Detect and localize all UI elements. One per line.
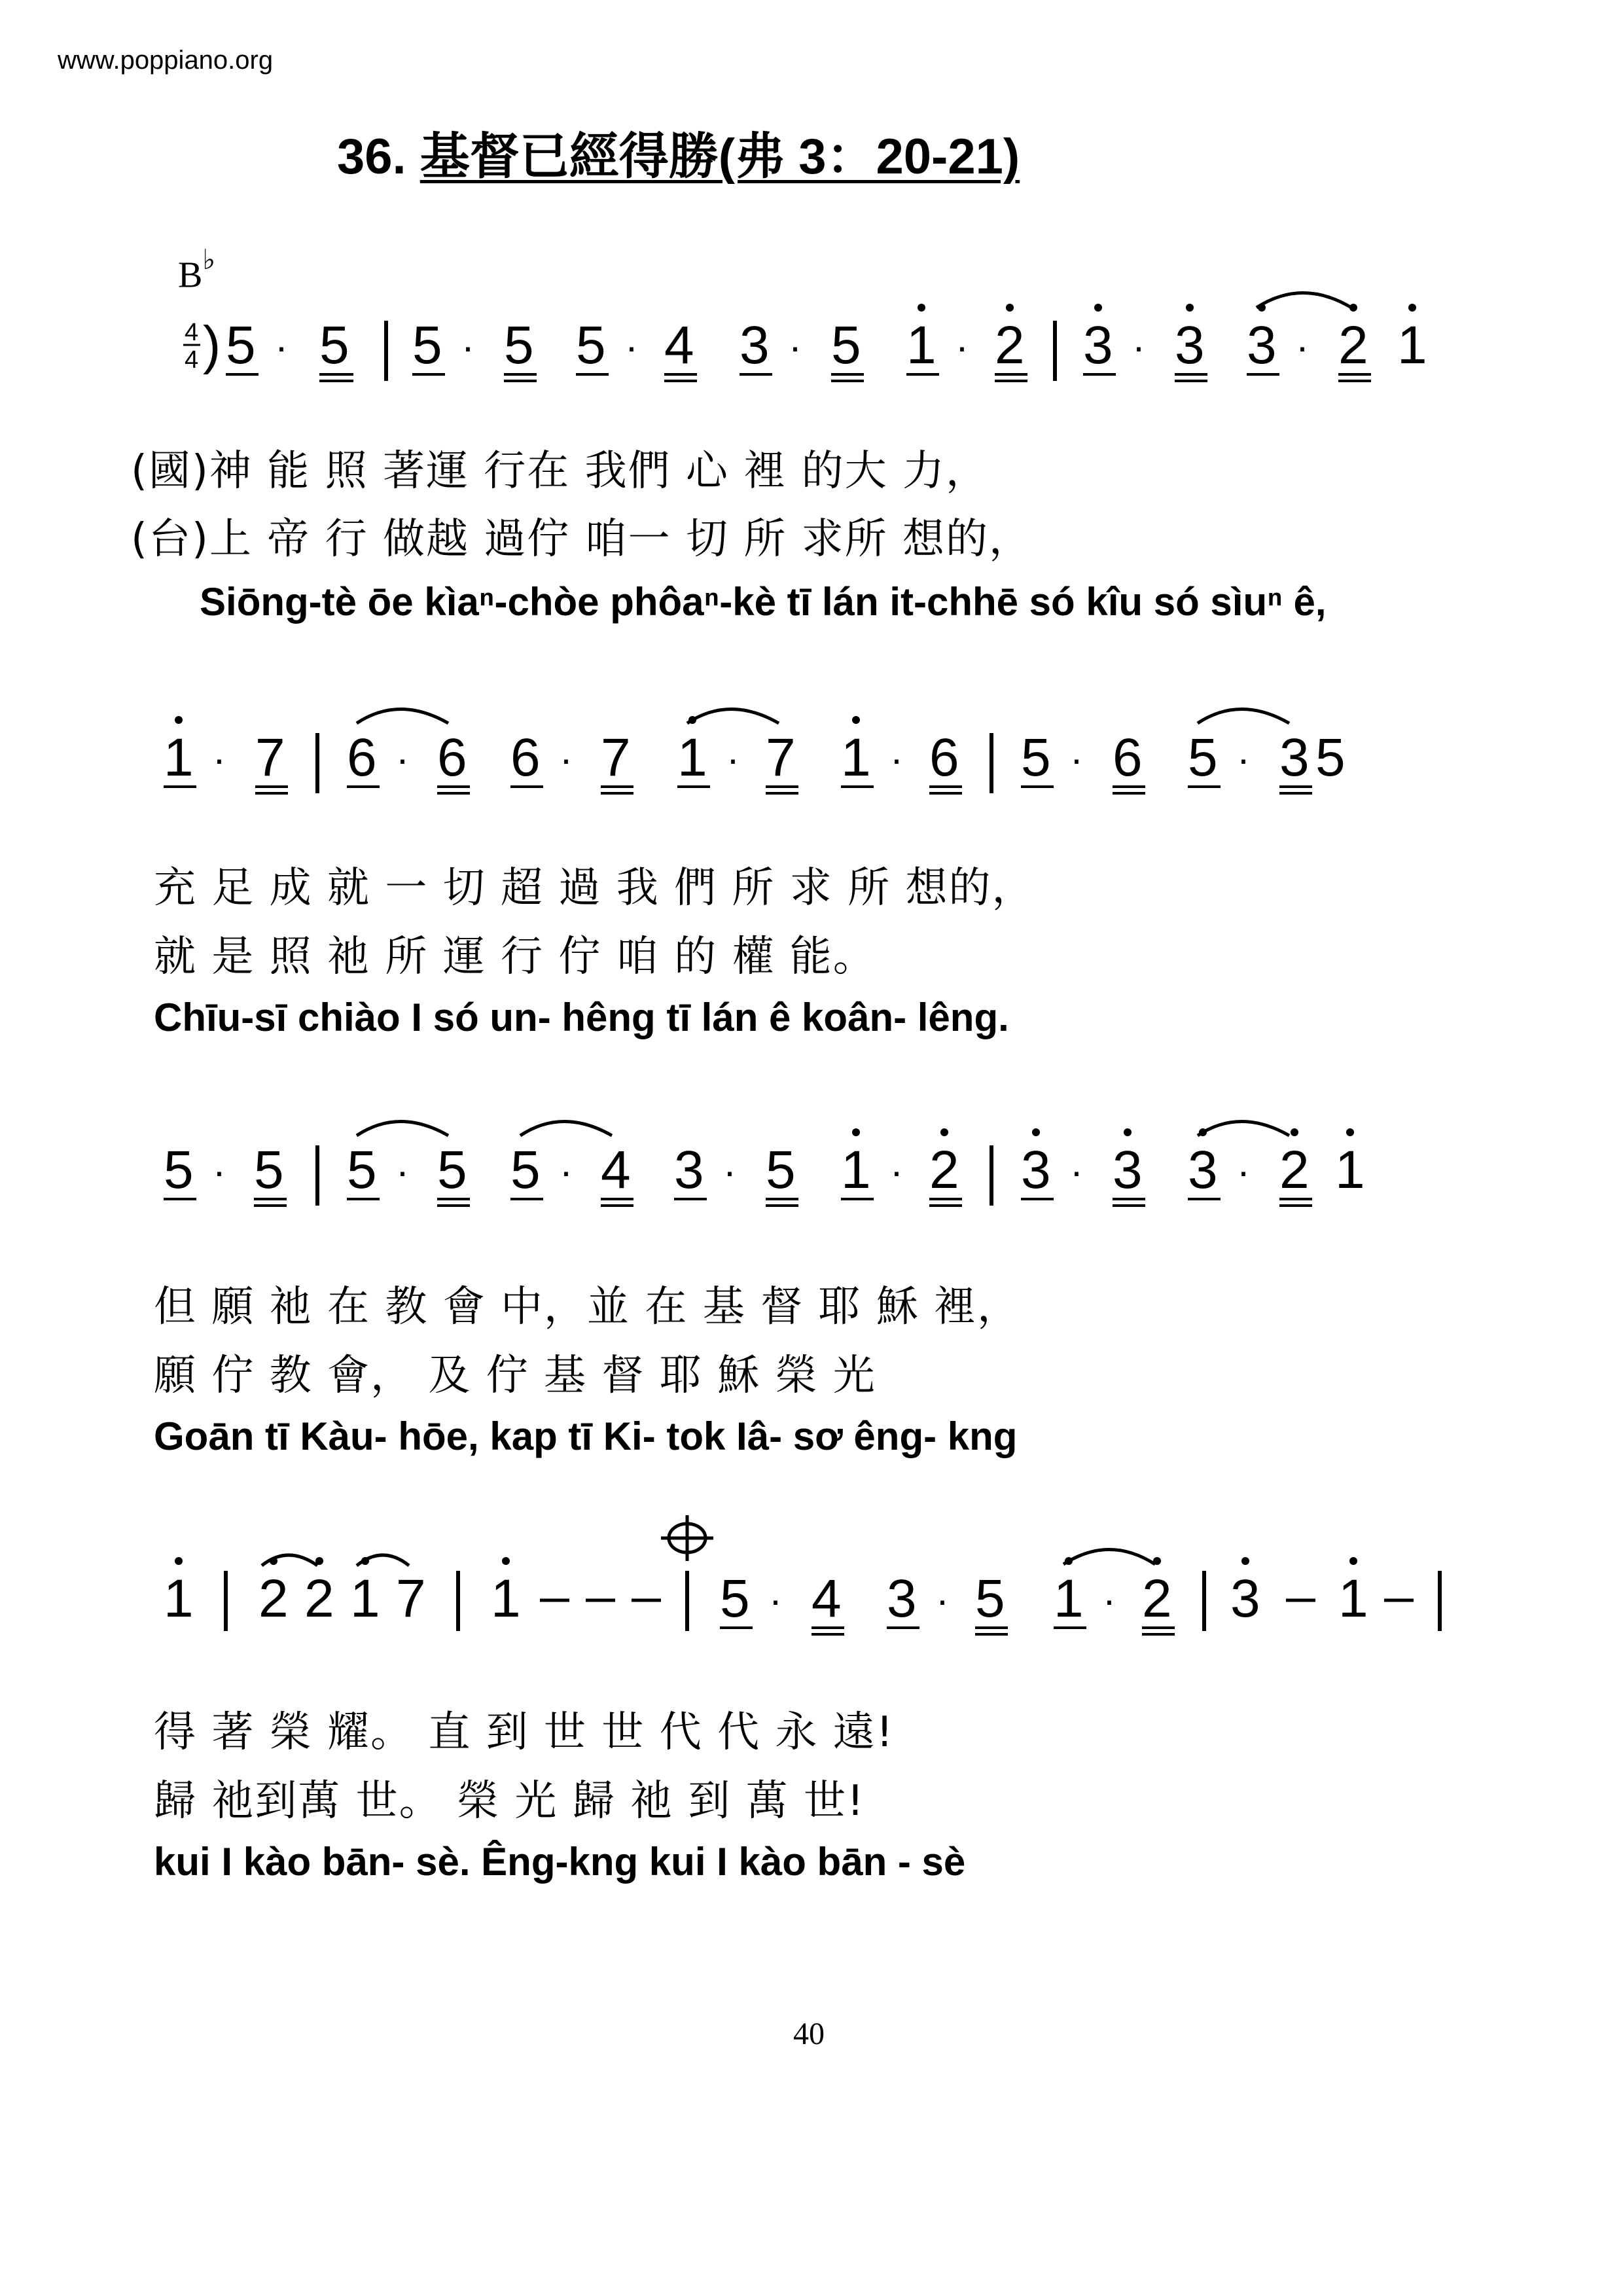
svg-text:·: · xyxy=(396,737,409,781)
svg-text:4: 4 xyxy=(601,1140,631,1200)
svg-text:·: · xyxy=(936,1578,949,1622)
svg-text:·: · xyxy=(955,325,969,368)
svg-text:·: · xyxy=(1070,1149,1083,1193)
lyrics-romanized-2: Chīu-sī chiào I só un- hêng tī lán ê koân- lêng. xyxy=(154,996,1009,1039)
svg-text:5: 5 xyxy=(1315,728,1346,787)
svg-text:5: 5 xyxy=(412,315,442,375)
svg-text:2: 2 xyxy=(995,315,1025,375)
lyrics-mandarin-3: 但 願 祂 在 教 會 中，並 在 基 督 耶 穌 裡， xyxy=(154,1283,1021,1331)
svg-text:5: 5 xyxy=(1021,728,1051,787)
coda-icon xyxy=(661,1515,713,1561)
svg-text:·: · xyxy=(461,325,474,368)
svg-text:2: 2 xyxy=(929,1140,959,1200)
svg-text:·: · xyxy=(560,1149,573,1193)
key-note: B xyxy=(178,255,203,296)
lyrics-mandarin-1: (國)神 能 照 著運 行在 我們 心 裡 的大 力， xyxy=(131,447,990,495)
svg-text:·: · xyxy=(275,325,288,368)
svg-text:5: 5 xyxy=(576,315,606,375)
svg-text:5: 5 xyxy=(720,1569,750,1628)
svg-text:3: 3 xyxy=(1279,728,1310,787)
lyrics-romanized-4: kui I kào bān- sè. Êng-kng kui I kào bān - sè xyxy=(154,1840,966,1884)
svg-text:5: 5 xyxy=(766,1140,796,1200)
svg-text:1: 1 xyxy=(164,1569,194,1628)
svg-text:·: · xyxy=(726,737,740,781)
svg-text:5: 5 xyxy=(831,315,861,375)
svg-text:3: 3 xyxy=(1230,1569,1260,1628)
svg-text:3: 3 xyxy=(1175,315,1205,375)
svg-text:·: · xyxy=(1237,737,1250,781)
site-url[interactable]: www.poppiano.org xyxy=(58,46,274,75)
svg-text:5: 5 xyxy=(975,1569,1005,1628)
svg-text:5: 5 xyxy=(504,315,534,375)
svg-text:·: · xyxy=(213,1149,226,1193)
hymn-title-text: 基督已經得勝(弗 3：20-21) xyxy=(419,129,1020,185)
svg-text:5: 5 xyxy=(510,1140,541,1200)
svg-text:3: 3 xyxy=(1188,1140,1218,1200)
svg-text:·: · xyxy=(723,1149,736,1193)
svg-text:1: 1 xyxy=(841,728,871,787)
svg-text:7: 7 xyxy=(766,728,796,787)
time-signature xyxy=(183,315,221,375)
svg-text:1: 1 xyxy=(1054,1569,1084,1628)
lyrics-mandarin-2: 充 足 成 就 一 切 超 過 我 們 所 求 所 想的， xyxy=(154,864,1035,912)
system-1-notation xyxy=(183,293,1427,382)
lyrics-romanized-3: Goān tī Kàu- hōe, kap tī Ki- tok Iâ- sơ êng- kng xyxy=(154,1414,1018,1458)
svg-text:3: 3 xyxy=(740,315,770,375)
svg-text:·: · xyxy=(396,1149,409,1193)
svg-text:2: 2 xyxy=(1142,1569,1172,1628)
svg-text:6: 6 xyxy=(347,728,377,787)
system-3-notation xyxy=(164,1122,1365,1206)
svg-text:): ) xyxy=(203,315,221,375)
svg-text:·: · xyxy=(1237,1149,1250,1193)
svg-text:1: 1 xyxy=(1335,1140,1365,1200)
hymn-number: 36. xyxy=(337,129,406,185)
svg-text:1: 1 xyxy=(906,315,936,375)
svg-text:·: · xyxy=(890,1149,903,1193)
svg-text:·: · xyxy=(1132,325,1145,368)
lyrics-taiwanese-3: 願 佇 教 會， 及 佇 基 督 耶 穌 榮 光 xyxy=(154,1352,876,1400)
svg-text:1: 1 xyxy=(1338,1569,1368,1628)
lyrics-romanized-1: Siōng-tè ōe kìaⁿ-chòe phôaⁿ-kè tī lán it-chhē só kîu só sìuⁿ ê, xyxy=(200,580,1327,624)
svg-text:3: 3 xyxy=(674,1140,704,1200)
svg-text:5: 5 xyxy=(347,1140,377,1200)
svg-text:1: 1 xyxy=(1397,315,1427,375)
svg-text:3: 3 xyxy=(1247,315,1277,375)
svg-text:2: 2 xyxy=(1338,315,1368,375)
svg-text:7: 7 xyxy=(601,728,631,787)
svg-text:·: · xyxy=(769,1578,782,1622)
lyrics-taiwanese-1: (台)上 帝 行 做越 過佇 咱一 切 所 求所 想的， xyxy=(131,515,1033,564)
time-signature-bottom: 4 xyxy=(185,346,199,374)
lyrics-taiwanese-2: 就 是 照 祂 所 運 行 佇 咱 的 權 能。 xyxy=(154,933,876,981)
svg-text:5: 5 xyxy=(437,1140,467,1200)
svg-text:1: 1 xyxy=(491,1569,521,1628)
svg-text:3: 3 xyxy=(887,1569,917,1628)
svg-text:3: 3 xyxy=(1021,1140,1051,1200)
svg-text:5: 5 xyxy=(254,1140,284,1200)
svg-text:2: 2 xyxy=(304,1569,334,1628)
svg-text:7: 7 xyxy=(255,728,285,787)
svg-text:2: 2 xyxy=(1279,1140,1310,1200)
svg-text:1: 1 xyxy=(841,1140,871,1200)
svg-text:5: 5 xyxy=(319,315,349,375)
svg-text:·: · xyxy=(1296,325,1309,368)
svg-text:2: 2 xyxy=(259,1569,289,1628)
svg-text:4: 4 xyxy=(812,1569,842,1628)
svg-text:·: · xyxy=(213,737,226,781)
svg-text:·: · xyxy=(560,737,573,781)
svg-text:·: · xyxy=(1103,1578,1116,1622)
svg-text:4: 4 xyxy=(664,315,694,375)
svg-text:·: · xyxy=(1070,737,1083,781)
svg-text:5: 5 xyxy=(226,315,256,375)
svg-text:1: 1 xyxy=(677,728,707,787)
svg-text:6: 6 xyxy=(510,728,541,787)
flat-icon: ♭ xyxy=(202,245,216,276)
system-2-notation xyxy=(164,709,1346,794)
lyrics-taiwanese-4: 歸 祂到萬 世。 榮 光 歸 祂 到 萬 世! xyxy=(154,1777,865,1825)
svg-text:7: 7 xyxy=(396,1569,426,1628)
svg-text:·: · xyxy=(789,325,802,368)
svg-text:3: 3 xyxy=(1113,1140,1143,1200)
system-4-notation xyxy=(164,1515,1440,1634)
svg-text:·: · xyxy=(625,325,638,368)
time-signature-top: 4 xyxy=(185,319,199,346)
lyrics-mandarin-4: 得 著 榮 耀。 直 到 世 世 代 代 永 遠! xyxy=(154,1708,895,1757)
svg-text:1: 1 xyxy=(350,1569,380,1628)
svg-text:6: 6 xyxy=(1113,728,1143,787)
svg-text:1: 1 xyxy=(164,728,194,787)
svg-text:3: 3 xyxy=(1083,315,1113,375)
svg-text:6: 6 xyxy=(929,728,959,787)
svg-text:6: 6 xyxy=(437,728,467,787)
svg-text:5: 5 xyxy=(164,1140,194,1200)
svg-text:5: 5 xyxy=(1188,728,1218,787)
page-number: 40 xyxy=(793,2017,825,2051)
svg-text:·: · xyxy=(890,737,903,781)
